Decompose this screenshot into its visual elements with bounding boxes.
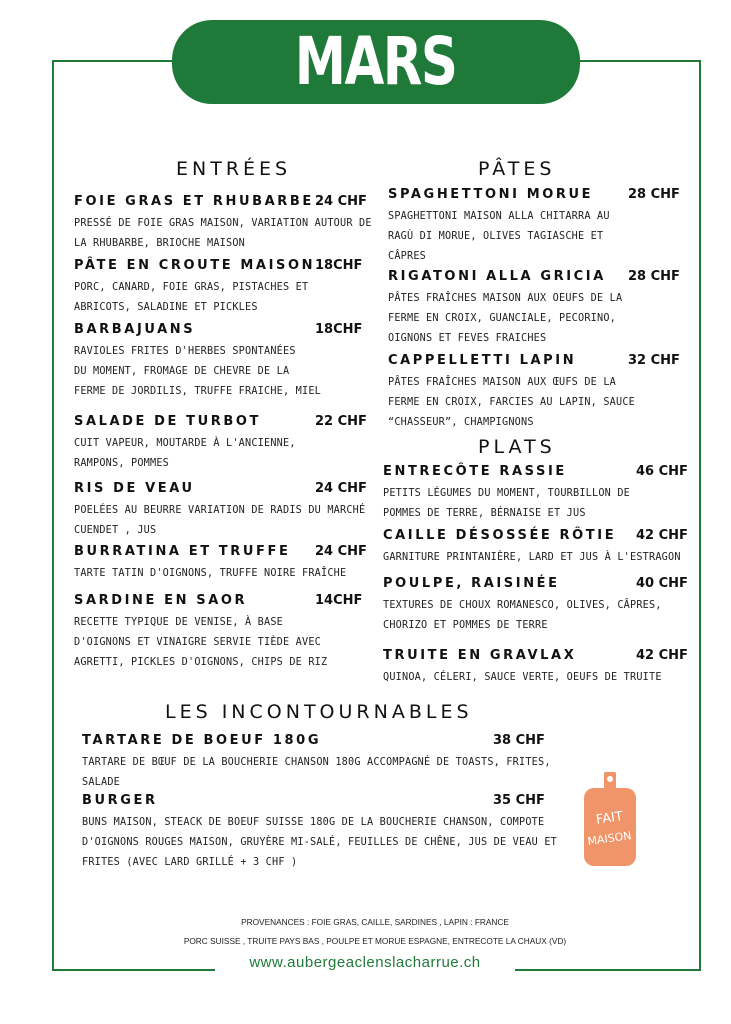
dish-price: 42 CHF — [636, 648, 688, 663]
dish-price: 38 CHF — [493, 733, 545, 748]
dish-price: 28 CHF — [628, 187, 680, 202]
dish-description-line: TARTARE DE BŒUF DE LA BOUCHERIE CHANSON 180G ACCOMPAGNÉ DE TOASTS, FRITES, — [82, 757, 551, 768]
section-title-plats: PLATS — [478, 436, 556, 458]
dish-name: CAILLE DÉSOSSÉE RÔTIE — [383, 528, 617, 543]
dish-description-line: PORC, CANARD, FOIE GRAS, PISTACHES ET — [74, 282, 309, 293]
dish-description-line: RAMPONS, POMMES — [74, 458, 170, 469]
dish-description-line: PÂTES FRAÎCHES MAISON AUX ŒUFS DE LA — [388, 377, 617, 388]
dish-description-line: DU MOMENT, FROMAGE DE CHEVRE DE LA — [74, 366, 290, 377]
dish-price: 46 CHF — [636, 464, 688, 479]
dish-description-line: PETITS LÉGUMES DU MOMENT, TOURBILLON DE — [383, 488, 631, 499]
dish-description-line: AGRETTI, PICKLES D'OIGNONS, CHIPS DE RIZ — [74, 657, 328, 668]
dish-description-line: TARTE TATIN D'OIGNONS, TRUFFE NOIRE FRAÎCHE — [74, 568, 347, 579]
dish-description-line: FRITES (AVEC LARD GRILLÉ + 3 CHF ) — [82, 857, 298, 868]
dish-description-line: ABRICOTS, SALADINE ET PICKLES — [74, 302, 258, 313]
dish-name: BARBAJUANS — [74, 322, 196, 337]
dish-price: 24 CHF — [315, 194, 367, 209]
dish-description-line: BUNS MAISON, STEACK DE BOEUF SUISSE 180G DE LA BOUCHERIE CHANSON, COMPOTE — [82, 817, 545, 828]
provenance-line-2: PORC SUISSE , TRUITE PAYS BAS , POULPE ET MORUE ESPAGNE, ENTRECOTE LA CHAUX (VD) — [183, 936, 567, 946]
dish-name: CAPPELLETTI LAPIN — [388, 353, 577, 368]
dish-name: POULPE, RAISINÉE — [383, 576, 560, 591]
dish-name: TRUITE EN GRAVLAX — [383, 648, 577, 663]
dish-description-line: SPAGHETTONI MAISON ALLA CHITARRA AU — [388, 211, 610, 222]
dish-price: 24 CHF — [315, 481, 367, 496]
dish-price: 28 CHF — [628, 269, 680, 284]
dish-description-line: SALADE — [82, 777, 121, 788]
dish-name: ENTRECÔTE RASSIE — [383, 464, 567, 479]
dish-description-line: TEXTURES DE CHOUX ROMANESCO, OLIVES, CÂPRES, — [383, 600, 662, 611]
dish-price: 42 CHF — [636, 528, 688, 543]
logo-line1: FAIT — [595, 809, 624, 828]
section-title-entrees: ENTRÉES — [176, 158, 292, 180]
dish-name: SPAGHETTONI MORUE — [388, 187, 594, 202]
dish-price: 18CHF — [315, 258, 363, 273]
page-title: MARS — [295, 23, 457, 100]
dish-description-line: POELÉES AU BEURRE VARIATION DE RADIS DU MARCHÉ — [74, 505, 366, 516]
dish-description-line: “CHASSEUR”, CHAMPIGNONS — [388, 417, 534, 428]
dish-description-line: OIGNONS ET FEVES FRAICHES — [388, 333, 547, 344]
title-banner — [172, 20, 580, 104]
dish-description-line: POMMES DE TERRE, BÉRNAISE ET JUS — [383, 508, 586, 519]
section-title-pates: PÂTES — [478, 158, 556, 180]
dish-description-line: FERME DE JORDILIS, TRUFFE FRAICHE, MIEL — [74, 386, 322, 397]
dish-name: BURGER — [82, 793, 158, 808]
dish-description-line: GARNITURE PRINTANIÈRE, LARD ET JUS À L'ESTRAGON — [383, 552, 681, 563]
dish-description-line: D'OIGNONS ROUGES MAISON, GRUYÈRE MI-SALÉ, FEUILLES DE CHÊNE, JUS DE VEAU ET — [82, 837, 558, 848]
dish-price: 40 CHF — [636, 576, 688, 591]
dish-description-line: FERME EN CROIX, GUANCIALE, PECORINO, — [388, 313, 617, 324]
dish-price: 22 CHF — [315, 414, 367, 429]
dish-description-line: RECETTE TYPIQUE DE VENISE, À BASE — [74, 617, 284, 628]
dish-price: 18CHF — [315, 322, 363, 337]
dish-description-line: CUENDET , JUS — [74, 525, 157, 536]
dish-description-line: RAGÙ DI MORUE, OLIVES TAGIASCHE ET — [388, 231, 604, 242]
section-title-incontournables: LES INCONTOURNABLES — [165, 701, 473, 723]
dish-description-line: CÂPRES — [388, 251, 427, 262]
dish-name: TARTARE DE BOEUF 180G — [82, 733, 322, 748]
dish-name: RIGATONI ALLA GRICIA — [388, 269, 606, 284]
dish-name: BURRATINA ET TRUFFE — [74, 544, 291, 559]
dish-description-line: QUINOA, CÉLERI, SAUCE VERTE, OEUFS DE TRUITE — [383, 672, 662, 683]
dish-name: SALADE DE TURBOT — [74, 414, 262, 429]
dish-price: 35 CHF — [493, 793, 545, 808]
dish-description-line: CUIT VAPEUR, MOUTARDE À L'ANCIENNE, — [74, 438, 296, 449]
dish-description-line: LA RHUBARBE, BRIOCHE MAISON — [74, 238, 246, 249]
dish-name: RIS DE VEAU — [74, 481, 195, 496]
dish-description-line: CHORIZO ET POMMES DE TERRE — [383, 620, 548, 631]
website-link[interactable]: www.aubergeaclenslacharrue.ch — [215, 951, 515, 975]
provenance-line-1: PROVENANCES : FOIE GRAS, CAILLE, SARDINES , LAPIN : FRANCE — [241, 917, 509, 927]
dish-description-line: RAVIOLES FRITES D'HERBES SPONTANÉES — [74, 346, 296, 357]
dish-name: FOIE GRAS ET RHUBARBE — [74, 194, 314, 209]
dish-price: 32 CHF — [628, 353, 680, 368]
fait-maison-logo — [580, 772, 640, 868]
dish-description-line: PÂTES FRAÎCHES MAISON AUX OEUFS DE LA — [388, 293, 623, 304]
dish-name: SARDINE EN SAOR — [74, 593, 248, 608]
dish-description-line: D'OIGNONS ET VINAIGRE SERVIE TIÈDE AVEC — [74, 637, 322, 648]
dish-name: PÂTE EN CROUTE MAISON — [74, 258, 316, 273]
dish-price: 14CHF — [315, 593, 363, 608]
dish-price: 24 CHF — [315, 544, 367, 559]
logo-line2: MAISON — [586, 829, 633, 849]
dish-description-line: PRESSÉ DE FOIE GRAS MAISON, VARIATION AUTOUR DE — [74, 218, 372, 229]
dish-description-line: FERME EN CROIX, FARCIES AU LAPIN, SAUCE — [388, 397, 636, 408]
